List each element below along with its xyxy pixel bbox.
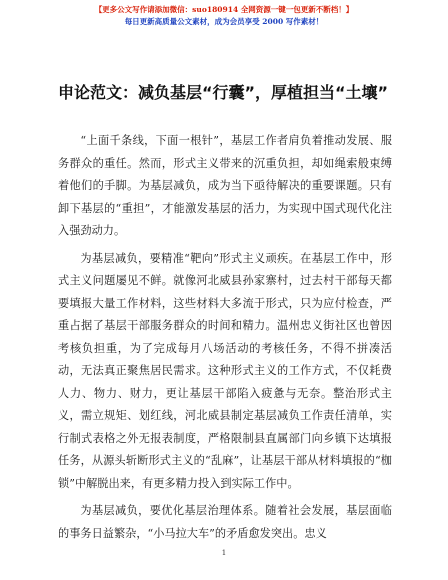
promo-banner-line-2: 每日更新高质量公文素材，成为会员享受 2000 写作素材！ — [124, 17, 324, 26]
page-number: 1 — [221, 549, 227, 557]
document-title: 申论范文：减负基层“行囊”，厚植担当“土壤” — [58, 83, 389, 102]
document-body — [58, 130, 392, 550]
paragraph: 为基层减负，要精准“靶向”形式主义顽疾。在基层工作中，形式主义问题屡见不鲜。就像河北威县孙家寨村，过去村干部每天都要填报大量工作材料，这些材料大多流于形式，只为应付检查，严重占据了基层干部服务群众的时间和精力。温州忠义街社区也曾因考核负担重，为了完成每月八场活动的考核任务，不得不拼凑活动，无法真正聚焦居民需求。这种形式主义的工作方式，不仅耗费人力、物力、财力，更让基层干部陷入疲惫与无奈。整治形式主义，需立规矩、划红线，河北威县制定基层减负工作责任清单，实行制式表格之外无报表制度，严格限制县直属部门向乡镇下达填报任务，从源头斩断形式主义的“乱麻”，让基层干部从材料填报的“枷锁”中解脱出来，有更多精力投入到实际工作中。 — [58, 251, 392, 490]
paragraph: 为基层减负，要优化基层治理体系。随着社会发展，基层面临的事务日益繁杂，“小马拉大车”的矛盾愈发突出。忠义 — [58, 504, 392, 540]
promo-banner-line-1: 【更多公文写作请添加微信：suo180914 全网资源一键一包更新不断档！】 — [94, 5, 354, 14]
paragraph: “上面千条线，下面一根针”，基层工作者肩负着推动发展、服务群众的重任。然而，形式主义带来的沉重负担，却如绳索般束缚着他们的手脚。为基层减负，成为当下亟待解决的重要课题。只有卸下基层的“重担”，才能激发基层的活力，为实现中国式现代化注入强劲动力。 — [58, 134, 392, 237]
promo-banner — [0, 4, 448, 28]
